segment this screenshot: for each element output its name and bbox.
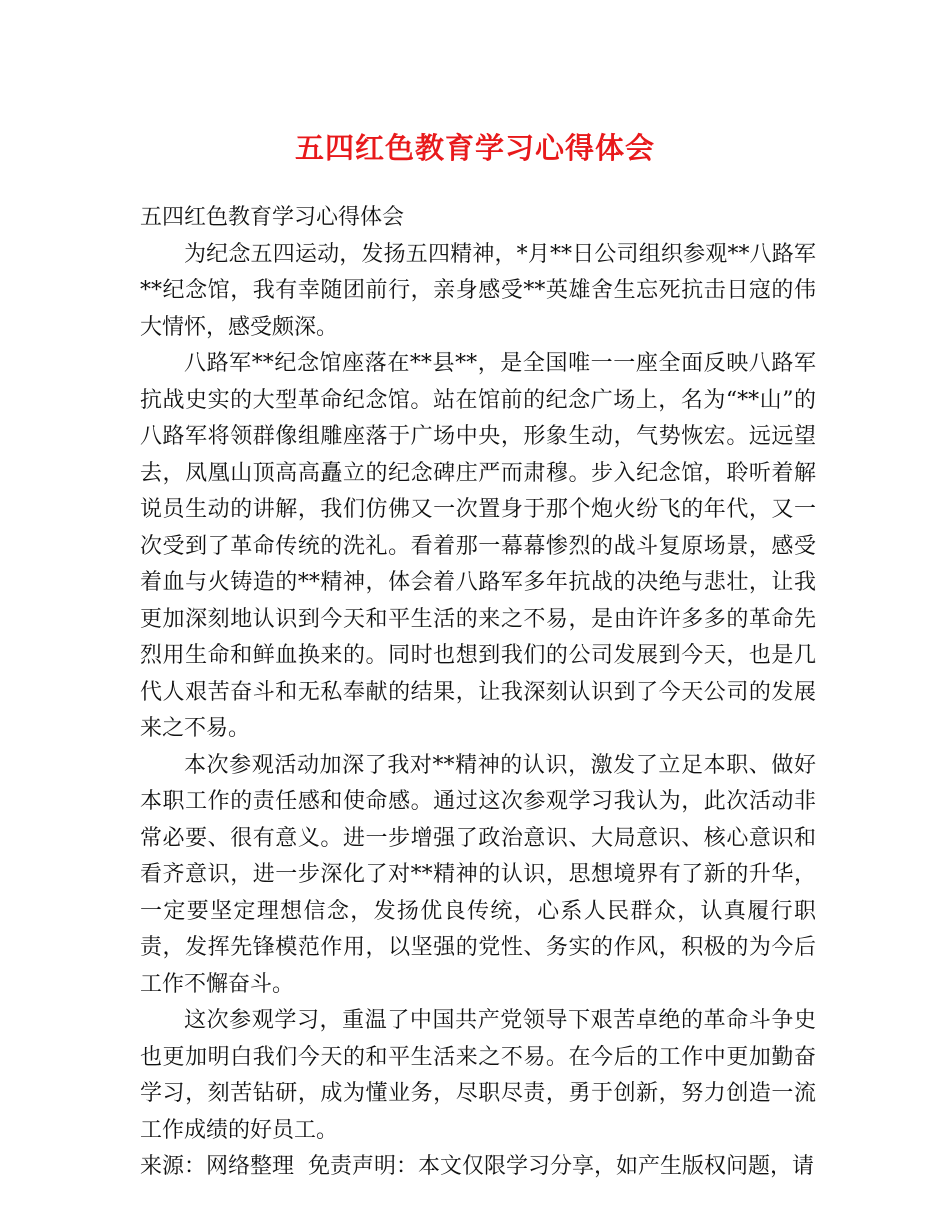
- paragraph-1: 为纪念五四运动，发扬五四精神，*月**日公司组织参观**八路军**纪念馆，我有幸随团前行，亲身感受**英雄舍生忘死抗击日寇的伟大情怀，感受颇深。: [140, 241, 816, 340]
- paragraph-2: 八路军**纪念馆座落在**县**，是全国唯一一座全面反映八路军抗战史实的大型革命纪念馆。站在馆前的纪念广场上，名为“**山”的八路军将领群像组雕座落于广场中央，形象生动，气势恢宏。远远望去，凤凰山顶高高矗立的纪念碑庄严而肃穆。步入纪念馆，聆听着解说员生动的讲解，我们仿佛又一次置身于那个炮火纷飞的年代，又一次受到了革命传统的洗礼。看着那一幕幕惨烈的战斗复原场景，感受着血与火铸造的**精神，体会着八路军多年抗战的决绝与悲壮，让我更加深刻地认识到今天和平生活的来之不易，是由许许多多的革命先烈用生命和鲜血换来的。同时也想到我们的公司发展到今天，也是几代人艰苦奋斗和无私奉献的结果，让我深刻认识到了今天公司的发展来之不易。: [140, 351, 816, 741]
- document-body: [140, 200, 816, 1186]
- document-subtitle: 五四红色教育学习心得体会: [140, 205, 405, 230]
- paragraph-3: 本次参观活动加深了我对**精神的认识，激发了立足本职、做好本职工作的责任感和使命感。通过这次参观学习我认为，此次活动非常必要、很有意义。进一步增强了政治意识、大局意识、核心意识和看齐意识，进一步深化了对**精神的认识，思想境界有了新的升华，一定要坚定理想信念，发扬优良传统，心系人民群众，认真履行职责，发挥先锋模范作用，以坚强的党性、务实的作风，积极的为今后工作不懈奋斗。: [140, 752, 816, 997]
- paragraph-4: 这次参观学习，重温了中国共产党领导下艰苦卓绝的革命斗争史也更加明白我们今天的和平生活来之不易。在今后的工作中更加勤奋学习，刻苦钻研，成为懂业务，尽职尽责，勇于创新，努力创造一流工作成绩的好员工。: [140, 1008, 816, 1143]
- document-title: 五四红色教育学习心得体会: [294, 131, 655, 165]
- source-disclaimer: 来源：网络整理 免责声明：本文仅限学习分享，如产生版权问题，请: [140, 1154, 814, 1179]
